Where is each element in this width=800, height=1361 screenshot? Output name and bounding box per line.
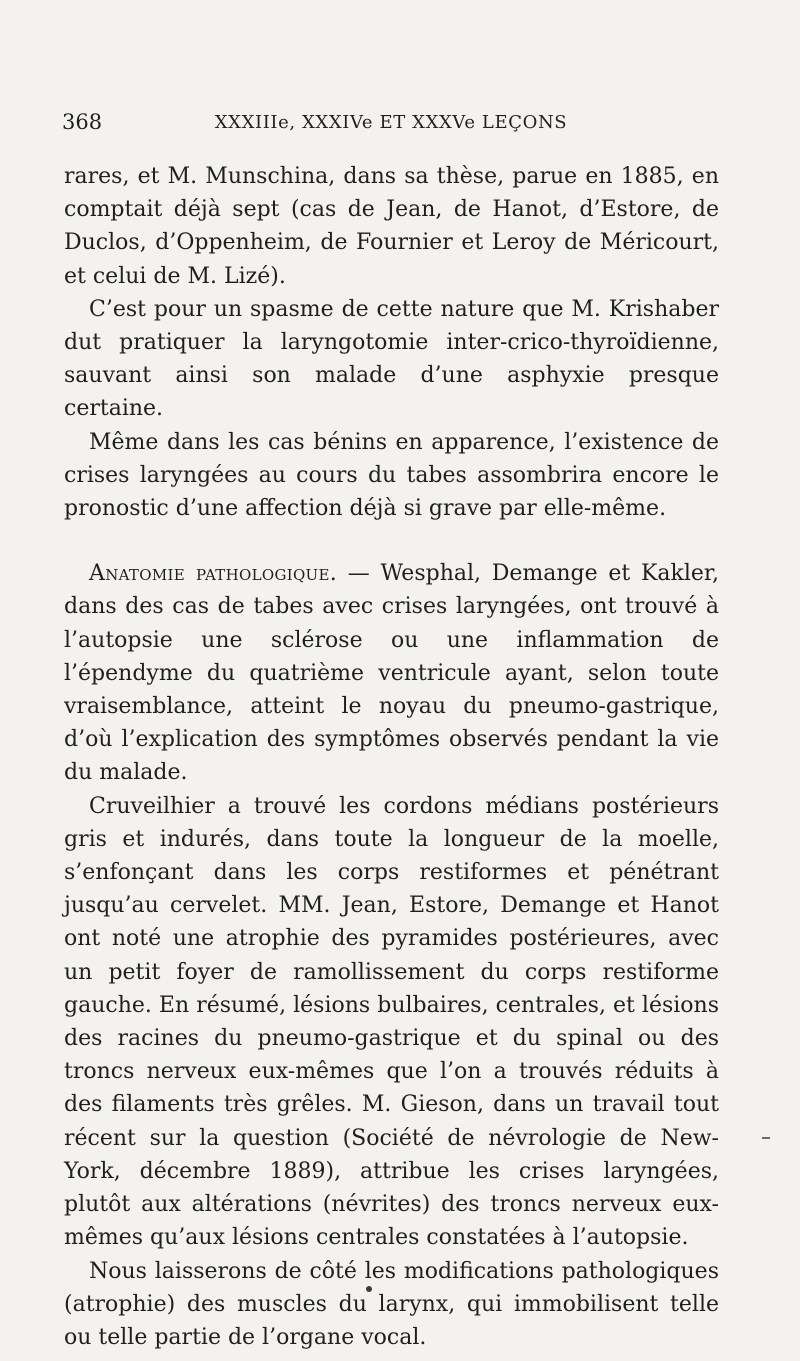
chapter-heading: XXXIIIe, XXXIVe ET XXXVe LEÇONS xyxy=(214,112,568,133)
section-intro-paragraph xyxy=(64,557,719,789)
section-intro-text: — Wesphal, Demange et Kakler, dans des cas de tabes avec crises laryngées, ont trouvé à l’autopsie une sclérose ou une inflammation de l’épendyme du quatrième ventricule ayant, selon toute vraisemblance, atteint le noyau du pneumo-gastrique, d’où l’explication des symptômes observés pendant la vie du malade. xyxy=(64,561,719,786)
section-paragraph-2: Nous laisserons de côté les modifications pathologiques (atrophie) des muscles du larynx, qui immobilisent telle ou telle partie de l’organe vocal. xyxy=(64,1258,719,1350)
body-text xyxy=(64,160,719,1354)
ink-dot xyxy=(366,1286,372,1292)
paragraph-1: rares, et M. Munschina, dans sa thèse, parue en 1885, en comptait déjà sept (cas de Jean, de Hanot, d’Estore, de Duclos, d’Oppenheim, de Fournier et Leroy de Méricourt, et celui de M. Lizé). xyxy=(64,164,719,289)
section-heading: Anatomie pathologique. xyxy=(89,561,338,587)
running-head xyxy=(62,110,720,144)
paragraph-2: C’est pour un spasme de cette nature que M. Krishaber dut pratiquer la laryngotomie inter-crico-thyroïdienne, sauvant ainsi son malade d’une asphyxie presque certaine. xyxy=(64,296,719,422)
section-spacer xyxy=(64,525,719,557)
section-paragraph-1: Cruveilhier a trouvé les cordons médians postérieurs gris et indurés, dans toute la longueur de la moelle, s’enfonçant dans les corps restiformes et pénétrant jusqu’au cervelet. MM. Jean, Estore, Demange et Hanot ont noté une atrophie des pyramides postérieures, avec un petit foyer de ramollissement du corps restiforme gauche. En résumé, lésions bulbaires, centrales, et lésions des racines du pneumo-gastrique et du spinal ou des troncs nerveux eux-mêmes que l’on a trouvés réduits à des filaments très grêles. M. Gieson, dans un travail tout récent sur la question (Société de névrologie de New-York, décembre 1889), attribue les crises laryngées, plutôt aux altérations (névrites) des troncs nerveux eux-mêmes qu’aux lésions centrales constatées à l’autopsie. xyxy=(64,793,719,1251)
page-number: 368 xyxy=(62,110,103,134)
margin-mark xyxy=(762,1137,770,1139)
paragraph-3: Même dans les cas bénins en apparence, l’existence de crises laryngées au cours du tabes assombrira encore le pronostic d’une affection déjà si grave par elle-même. xyxy=(64,429,719,522)
